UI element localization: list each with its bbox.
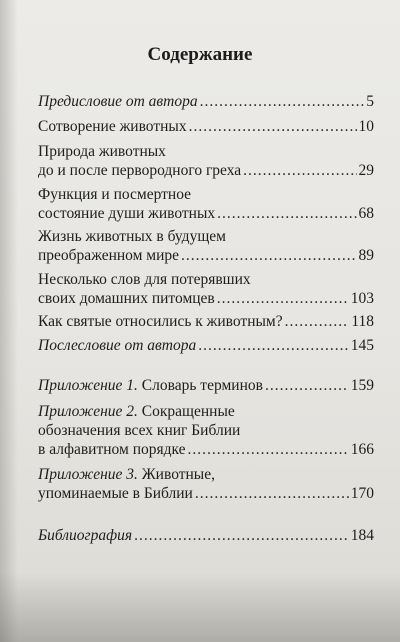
appendix-label: Приложение 3. bbox=[38, 466, 138, 483]
toc-leader-dots bbox=[188, 440, 349, 459]
toc-page-number: 103 bbox=[350, 290, 374, 307]
page-shadow-bottom bbox=[0, 572, 400, 642]
page-title: Содержание bbox=[147, 44, 253, 65]
toc-leader-dots bbox=[198, 336, 349, 355]
toc-entry-nature bbox=[38, 142, 374, 180]
toc-entry-text: Функция и посмертное bbox=[38, 186, 192, 203]
toc-page-number: 170 bbox=[350, 485, 374, 502]
toc-entry-text: Как святые относились к животным? bbox=[38, 313, 283, 330]
toc-entry-text: Жизнь животных в будущем bbox=[38, 228, 226, 245]
toc-page-number: 184 bbox=[350, 527, 374, 544]
toc-entry-preface bbox=[38, 92, 374, 111]
toc-entry-text: Сотворение животных bbox=[38, 118, 187, 135]
toc-entry-text: до и после первородного греха bbox=[38, 162, 242, 179]
toc-entry-text: Словарь терминов bbox=[141, 377, 263, 394]
toc-entry-text: состояние души животных bbox=[38, 205, 216, 222]
toc-leader-dots bbox=[217, 289, 349, 308]
toc-leader-dots bbox=[195, 484, 349, 503]
toc-page-number: 166 bbox=[350, 441, 374, 458]
toc-entry-afterword bbox=[38, 336, 374, 355]
toc-entry-text: в алфавитном порядке bbox=[38, 441, 186, 458]
toc-bibliography bbox=[38, 526, 374, 545]
toc-page-number: 68 bbox=[358, 205, 374, 222]
toc-page-number: 145 bbox=[350, 337, 374, 354]
toc-entry-text: Предисловие от автора bbox=[38, 93, 198, 110]
toc-entry-text: Несколько слов для потерявших bbox=[38, 271, 251, 288]
toc-entry-creation bbox=[38, 117, 374, 136]
toc-entry-text: Послесловие от автора bbox=[38, 337, 197, 354]
toc-entry-text: Животные, bbox=[141, 466, 215, 483]
toc-entry-pets bbox=[38, 270, 374, 308]
toc-leader-dots bbox=[265, 376, 349, 395]
toc-leader-dots bbox=[243, 161, 356, 180]
toc-entry-text: Сокращенные bbox=[141, 403, 235, 420]
appendix-label: Приложение 1. bbox=[38, 377, 138, 394]
toc-entry-text: обозначения всех книг Библии bbox=[38, 422, 241, 439]
toc-page-number: 29 bbox=[358, 162, 374, 179]
page-shadow-left bbox=[0, 0, 18, 642]
toc-leader-dots bbox=[134, 526, 349, 545]
toc-page-number: 159 bbox=[350, 377, 374, 394]
toc-appendix-1 bbox=[38, 376, 374, 395]
toc-entry-future bbox=[38, 227, 374, 265]
toc-entry-text: преображенном мире bbox=[38, 247, 180, 264]
toc-leader-dots bbox=[285, 312, 350, 331]
toc-leader-dots bbox=[181, 246, 356, 265]
toc-entry-text: Природа животных bbox=[38, 143, 166, 160]
appendix-label: Приложение 2. bbox=[38, 403, 138, 420]
toc-leader-dots bbox=[217, 204, 356, 223]
toc-leader-dots bbox=[200, 92, 365, 111]
toc-page-number: 5 bbox=[366, 93, 374, 110]
toc-appendix-3 bbox=[38, 465, 374, 503]
toc-page-number: 89 bbox=[358, 247, 374, 264]
toc-entry-text: упоминаемые в Библии bbox=[38, 485, 193, 502]
toc-leader-dots bbox=[189, 117, 357, 136]
toc-page-number: 10 bbox=[358, 118, 374, 135]
toc-entry-text: своих домашних питомцев bbox=[38, 290, 215, 307]
toc-entry-text: Библиография bbox=[38, 527, 133, 544]
toc-page-number: 118 bbox=[351, 313, 374, 330]
toc-entry-soul bbox=[38, 185, 374, 223]
toc-appendix-2 bbox=[38, 402, 374, 459]
toc-entry-saints bbox=[38, 312, 374, 331]
